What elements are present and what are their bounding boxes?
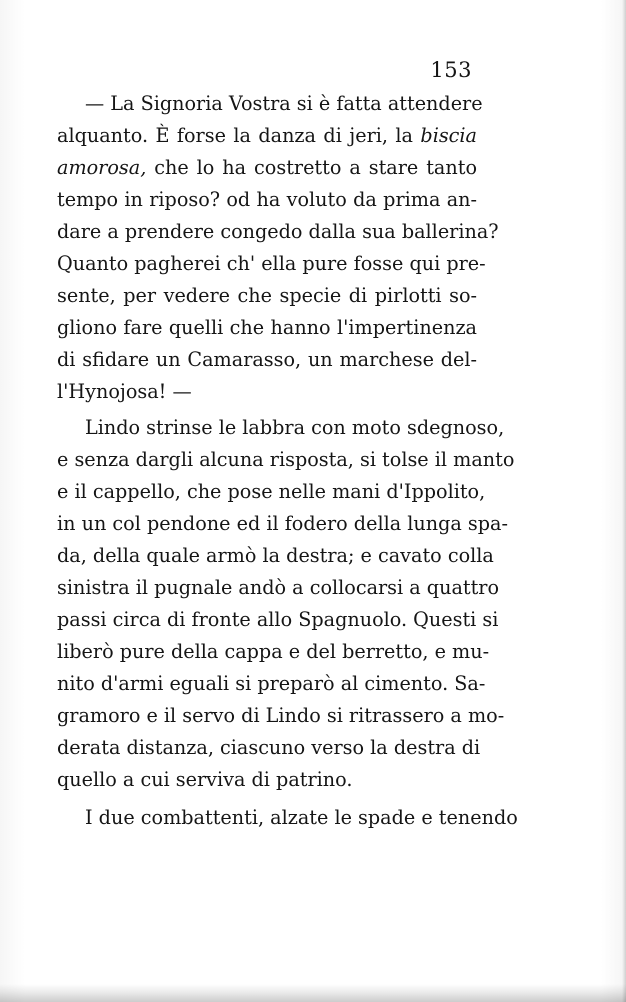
page-number: 153 bbox=[430, 58, 472, 82]
text-line: sente, per vedere che specie di pirlotti so- bbox=[57, 284, 477, 307]
page-bottom-shadow bbox=[0, 984, 626, 1002]
text-line: gramoro e il servo di Lindo si ritrassero a mo- bbox=[57, 704, 505, 727]
text-line: Lindo strinse le labbra con moto sdegnoso, bbox=[85, 416, 505, 439]
text-line: liberò pure della cappa e del berretto, e mu- bbox=[57, 640, 490, 663]
text-line: sinistra il pugnale andò a collocarsi a quattro bbox=[57, 576, 500, 599]
text-line: alquanto. È forse la danza di jeri, la biscia bbox=[57, 124, 477, 147]
text-line: da, della quale armò la destra; e cavato colla bbox=[57, 544, 494, 567]
body-text bbox=[57, 88, 518, 834]
text-line: quello a cui serviva di patrino. bbox=[57, 768, 353, 791]
text-line: — La Signoria Vostra si è fatta attendere bbox=[85, 92, 483, 115]
text-line: amorosa, che lo ha costretto a stare tanto bbox=[57, 156, 477, 179]
text-line: e il cappello, che pose nelle mani d'Ippolito, bbox=[57, 480, 486, 503]
page-edge-shadow bbox=[622, 0, 626, 1002]
text-line: tempo in riposo? od ha voluto da prima an- bbox=[57, 188, 477, 211]
text-line: Quanto pagherei ch' ella pure fosse qui pre- bbox=[57, 252, 486, 275]
text-line: I due combattenti, alzate le spade e tenendo bbox=[85, 806, 518, 829]
text-line: in un col pendone ed il fodero della lunga spa- bbox=[57, 512, 508, 535]
text-line: di sfidare un Camarasso, un marchese del- bbox=[57, 348, 477, 371]
text-line: passi circa di fronte allo Spagnuolo. Questi si bbox=[57, 608, 499, 631]
text-line: e senza dargli alcuna risposta, si tolse il manto bbox=[57, 448, 515, 471]
text-line: gliono fare quelli che hanno l'impertinenza bbox=[57, 316, 477, 339]
text-line: nito d'armi eguali si preparò al cimento. Sa- bbox=[57, 672, 486, 695]
text-line: derata distanza, ciascuno verso la destra di bbox=[57, 736, 481, 759]
text-line: dare a prendere congedo dalla sua ballerina? bbox=[57, 220, 499, 243]
text-line: l'Hynojosa! — bbox=[57, 380, 192, 403]
